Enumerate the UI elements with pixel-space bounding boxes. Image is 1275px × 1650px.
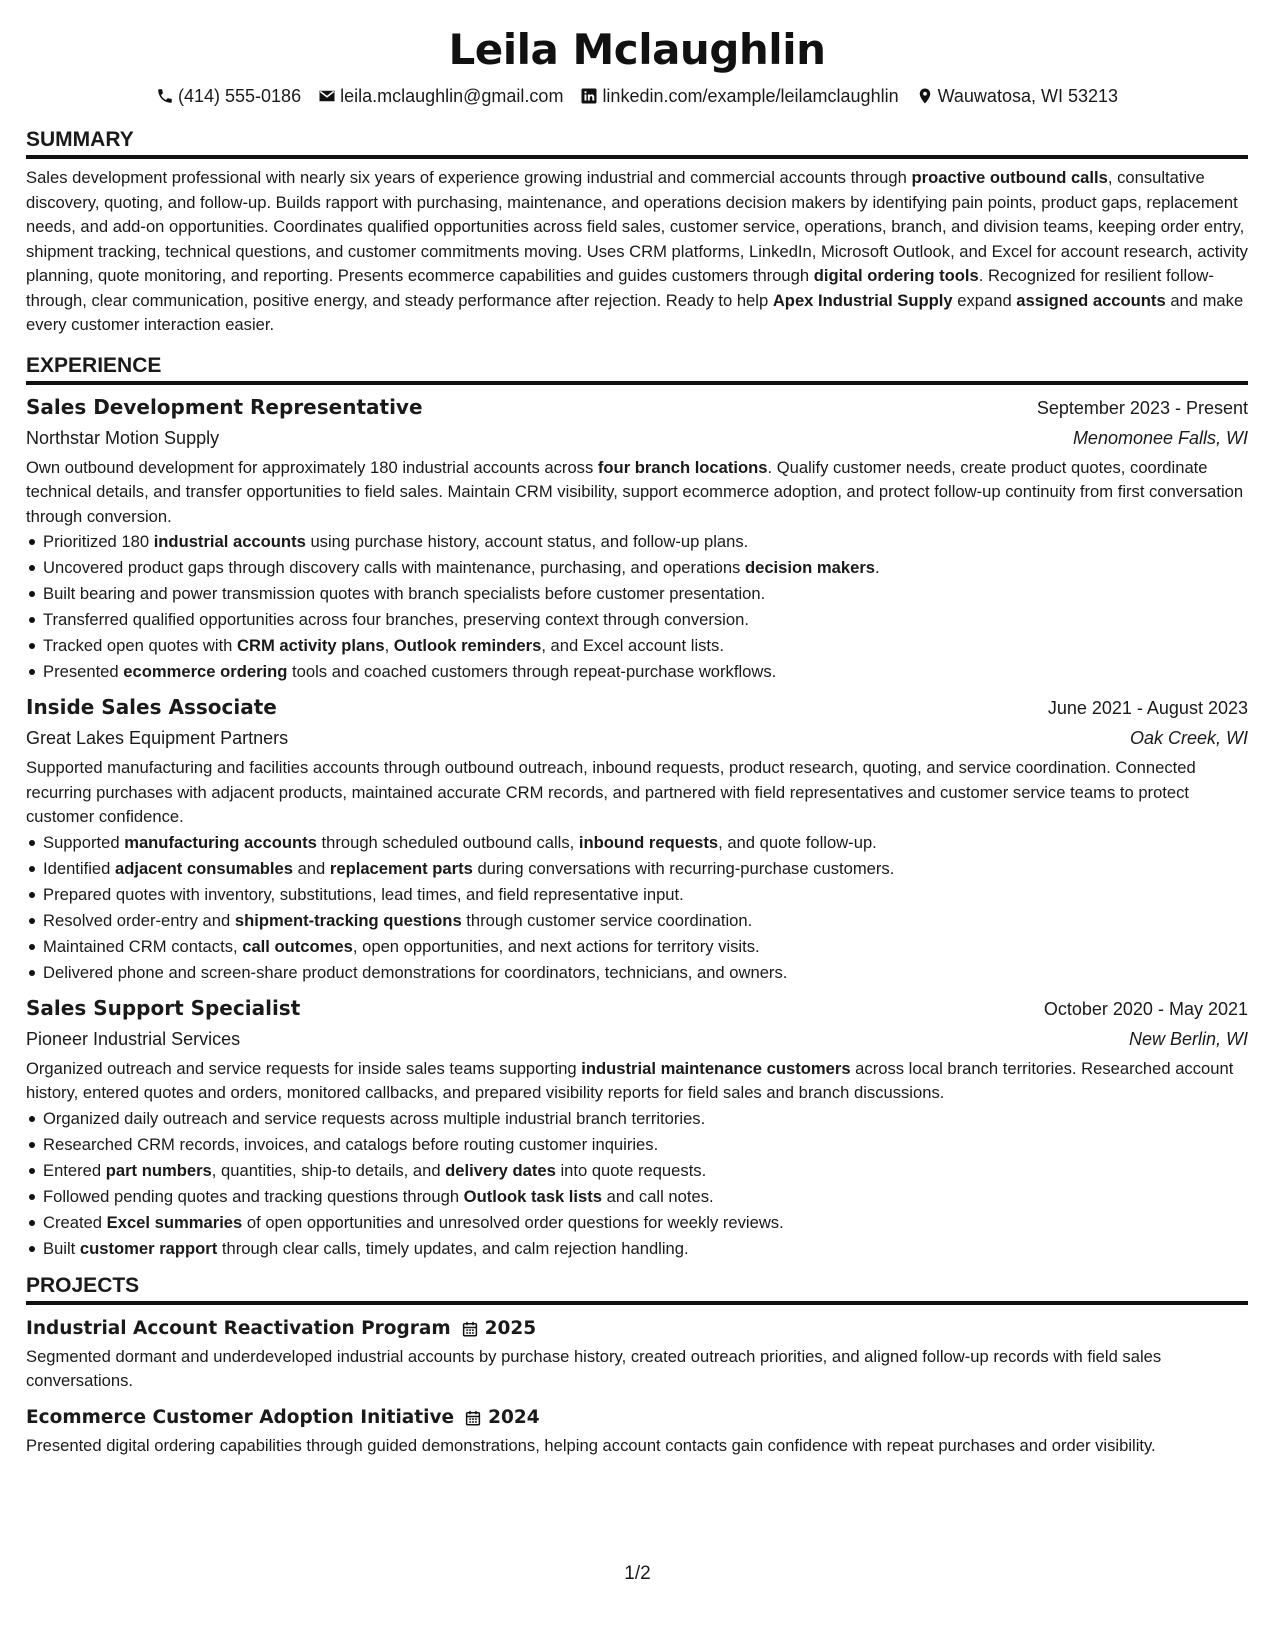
text-run: , open opportunities, and next actions for territory visits. — [352, 936, 760, 956]
text-run: Organized outreach and service requests for inside sales teams supporting — [26, 1058, 582, 1078]
bold-text: four branch locations — [597, 457, 768, 477]
text-run: through customer service coordination. — [461, 910, 753, 930]
contact-linkedin[interactable] — [580, 84, 898, 108]
text-run: Prepared quotes with inventory, substitutions, lead times, and field representative input. — [43, 884, 684, 904]
text-run: , and quote follow-up. — [718, 832, 877, 852]
resume-page — [26, 22, 1248, 1458]
bullet-item — [26, 1158, 1248, 1184]
job-subheader — [26, 725, 1248, 751]
project-description: Segmented dormant and underdeveloped industrial accounts by purchase history, created outreach priorities, and aligned follow-up records with field sales conversations. — [26, 1346, 1162, 1390]
bold-text: CRM activity plans — [237, 636, 385, 655]
bullet-item — [26, 581, 1248, 607]
text-run: into quote requests. — [555, 1160, 707, 1180]
text-run: . Qualify customer needs, create product quotes, coordinate technical details, and transfer opportunities to field sales. Maintain CRM visibility, support ecommerce adoption, and protect follow-up continuity from first conversation through conversion. — [26, 457, 1244, 526]
linkedin-text[interactable]: linkedin.com/example/leilamclaughlin — [602, 86, 899, 106]
bold-text: adjacent consumables — [114, 858, 293, 878]
job-title: Sales Support Specialist — [26, 995, 301, 1020]
bullet-item — [26, 934, 1248, 960]
job-location: New Berlin, WI — [1128, 1028, 1248, 1049]
projects-list — [26, 1315, 1248, 1459]
project-year: 2025 — [484, 1318, 537, 1339]
text-run: Researched CRM records, invoices, and catalogs before routing customer inquiries. — [43, 1134, 659, 1154]
bold-text: ecommerce ordering — [123, 662, 288, 681]
bullet-item — [26, 1184, 1248, 1210]
job-header — [26, 393, 1248, 422]
text-run: Built bearing and power transmission quotes with branch specialists before customer presentation. — [43, 584, 766, 603]
envelope-icon — [318, 87, 336, 105]
bold-text: part numbers — [105, 1160, 212, 1180]
text-run: Built — [43, 1238, 80, 1258]
project-year: 2024 — [488, 1407, 540, 1428]
job-company: Pioneer Industrial Services — [26, 1028, 241, 1049]
project-date — [464, 1407, 540, 1428]
project-entry — [26, 1404, 1248, 1459]
text-run: using purchase history, account status, and follow-up plans. — [305, 532, 749, 551]
text-run: through scheduled outbound calls, — [316, 832, 579, 852]
job-entry — [26, 693, 1248, 986]
text-run: Uncovered product gaps through discovery calls with maintenance, purchasing, and operations — [43, 558, 745, 577]
bullet-item — [26, 856, 1248, 882]
summary-text: Sales development professional with nearly six years of experience growing industrial and commercial accounts through proactive outbound calls, consultative discovery, quoting, and follow-up. Builds rapport with purchasing, maintenance, and operations decision makers by identifying pain points, product gaps, replacement needs, and add-on opportunities. Coordinates qualified opportunities across field sales, customer service, operations, branch, and division teams, keeping order entry, shipment tracking, technical questions, and customer commitments moving. Uses CRM platforms, LinkedIn, Microsoft Outlook, and Excel for account research, activity planning, quote monitoring, and reporting. Presents ecommerce capabilities and guides customers through digital ordering tools. Recognized for resilient follow-through, clear communication, positive energy, and steady performance after rejection. Ready to help Apex Industrial Supply expand assigned accounts and make every customer interaction easier. — [26, 168, 1248, 334]
email-text[interactable]: leila.mclaughlin@gmail.com — [340, 86, 564, 106]
text-run: Prioritized 180 — [43, 532, 154, 551]
text-run: and call notes. — [602, 1186, 714, 1206]
location-text: Wauwatosa, WI 53213 — [937, 86, 1119, 106]
text-run: tools and coached customers through repeat-purchase workflows. — [287, 662, 777, 681]
job-bullets — [26, 529, 1248, 685]
job-entry — [26, 393, 1248, 686]
contact-location — [916, 84, 1118, 108]
bullet-item — [26, 659, 1248, 685]
job-location: Oak Creek, WI — [1129, 728, 1248, 748]
job-title: Inside Sales Associate — [26, 695, 277, 719]
calendar-icon — [464, 1409, 482, 1427]
bullet-item — [26, 1106, 1248, 1132]
project-description: Presented digital ordering capabilities through guided demonstrations, helping account contacts gain confidence with repeat purchases and order visibility. — [26, 1435, 1156, 1455]
bold-text: shipment-tracking questions — [234, 910, 462, 930]
job-dates: September 2023 - Present — [1036, 397, 1248, 418]
text-run: through clear calls, timely updates, and calm rejection handling. — [217, 1238, 689, 1258]
job-header — [26, 693, 1248, 722]
text-run: Identified — [43, 858, 115, 878]
bold-text: industrial accounts — [153, 532, 306, 551]
text-run: Transferred qualified opportunities across four branches, preserving context through conversion. — [43, 610, 749, 629]
job-description — [26, 456, 1248, 530]
project-date — [461, 1318, 537, 1339]
text-run: of open opportunities and unresolved order questions for weekly reviews. — [242, 1212, 784, 1232]
text-run: Resolved order-entry and — [43, 910, 235, 930]
job-description — [26, 756, 1248, 830]
job-title: Sales Development Representative — [26, 394, 423, 419]
contact-line — [26, 84, 1248, 108]
phone-icon — [156, 87, 174, 105]
job-dates: June 2021 - August 2023 — [1047, 698, 1248, 718]
phone-text: (414) 555-0186 — [177, 86, 302, 106]
page-number: 1/2 — [624, 1563, 651, 1584]
summary-heading: SUMMARY — [26, 126, 1248, 159]
text-run: Supported — [43, 832, 125, 852]
project-entry — [26, 1315, 1248, 1394]
job-entry — [26, 994, 1248, 1262]
bullet-item — [26, 555, 1248, 581]
project-title: Ecommerce Customer Adoption Initiative — [26, 1406, 455, 1428]
text-run: across local branch territories. Researched account history, entered quotes and orders, monitored callbacks, and prepared visibility reports for field sales and branch discussions. — [26, 1058, 1234, 1102]
bold-text: customer rapport — [79, 1238, 218, 1258]
job-subheader — [26, 1026, 1248, 1052]
text-run: Followed pending quotes and tracking questions through — [43, 1186, 464, 1206]
text-run: , — [384, 636, 394, 655]
bold-text: inbound requests — [578, 832, 719, 852]
job-subheader — [26, 425, 1248, 451]
linkedin-icon — [580, 87, 598, 105]
bold-text: Outlook task lists — [463, 1186, 602, 1206]
text-run: Tracked open quotes with — [43, 636, 238, 655]
bold-text: decision makers — [744, 558, 876, 577]
bold-text: Outlook reminders — [393, 636, 542, 655]
bullet-item — [26, 1132, 1248, 1158]
bold-text: Excel summaries — [106, 1212, 243, 1232]
text-run: Entered — [43, 1160, 106, 1180]
text-run: during conversations with recurring-purchase customers. — [472, 858, 895, 878]
text-run: . — [875, 558, 880, 577]
job-company: Northstar Motion Supply — [26, 427, 220, 448]
job-location: Menomonee Falls, WI — [1072, 427, 1248, 448]
bold-text: delivery dates — [445, 1160, 556, 1180]
job-bullets — [26, 1106, 1248, 1262]
text-run: Delivered phone and screen-share product demonstrations for coordinators, technicians, and owners. — [43, 962, 788, 982]
job-description — [26, 1057, 1248, 1106]
contact-phone — [156, 84, 301, 108]
bullet-item — [26, 908, 1248, 934]
bullet-item — [26, 882, 1248, 908]
bullet-item — [26, 529, 1248, 555]
experience-heading: EXPERIENCE — [26, 352, 1248, 385]
text-run: and — [292, 858, 330, 878]
contact-email[interactable] — [318, 84, 563, 108]
project-header — [26, 1404, 1248, 1432]
job-dates: October 2020 - May 2021 — [1043, 998, 1248, 1019]
bullet-item — [26, 960, 1248, 986]
bullet-item — [26, 830, 1248, 856]
projects-heading: PROJECTS — [26, 1272, 1248, 1305]
project-title: Industrial Account Reactivation Program — [26, 1317, 451, 1339]
text-run: Presented — [43, 662, 124, 681]
text-run: Maintained CRM contacts, — [43, 936, 243, 956]
bullet-item — [26, 607, 1248, 633]
bullet-item — [26, 1210, 1248, 1236]
calendar-icon — [461, 1320, 479, 1338]
map-pin-icon — [916, 87, 934, 105]
bold-text: manufacturing accounts — [124, 832, 317, 852]
text-run: Organized daily outreach and service requests across multiple industrial branch territories. — [43, 1108, 706, 1128]
bullet-item — [26, 1236, 1248, 1262]
job-header — [26, 994, 1248, 1023]
text-run: , and Excel account lists. — [541, 636, 724, 655]
text-run: , quantities, ship-to details, and — [211, 1160, 446, 1180]
project-header — [26, 1315, 1248, 1343]
text-run: Created — [43, 1212, 107, 1232]
bold-text: replacement parts — [329, 858, 473, 878]
job-company: Great Lakes Equipment Partners — [26, 728, 289, 748]
candidate-name: Leila Mclaughlin — [448, 25, 826, 74]
job-bullets — [26, 830, 1248, 986]
experience-list — [26, 393, 1248, 1262]
bullet-item — [26, 633, 1248, 659]
text-run: Supported manufacturing and facilities accounts through outbound outreach, inbound requests, product research, quoting, and service coordination. Connected recurring purchases with adjacent products, maintained accurate CRM records, and partnered with field representatives and customer service teams to protect customer confidence. — [26, 758, 1196, 826]
bold-text: industrial maintenance customers — [581, 1058, 851, 1078]
bold-text: call outcomes — [242, 936, 353, 956]
text-run: Own outbound development for approximately 180 industrial accounts across — [26, 457, 598, 477]
